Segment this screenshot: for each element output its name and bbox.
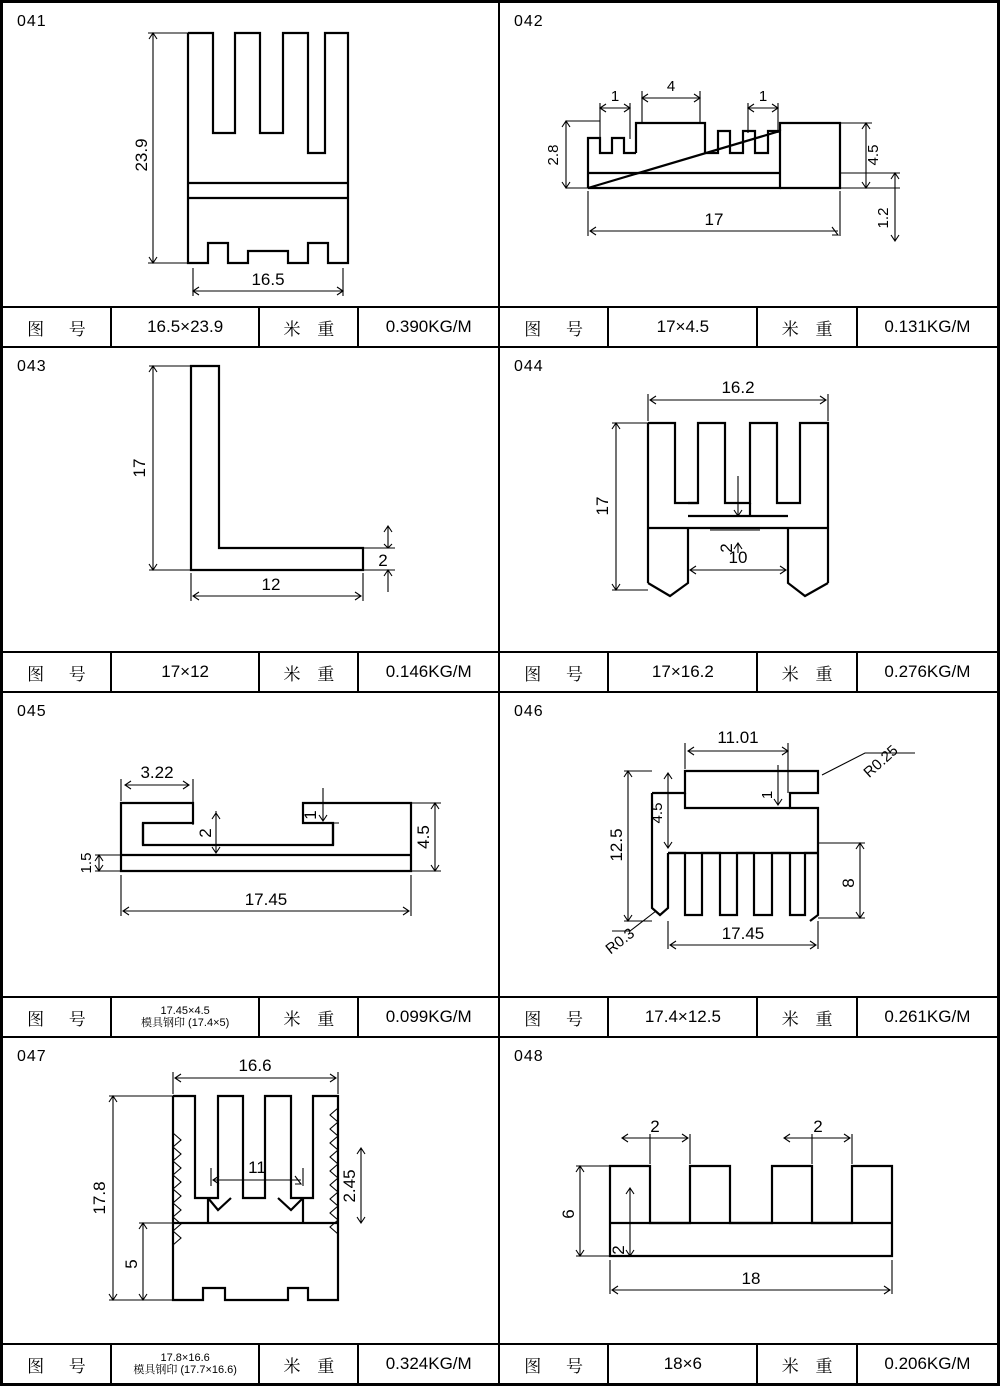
dim-label: 2 xyxy=(813,1117,823,1136)
dim-label: 1 xyxy=(759,790,776,800)
dim-label: 2.8 xyxy=(545,144,562,166)
code-header: 图 号 xyxy=(500,998,609,1036)
dim-label: 17.45 xyxy=(721,924,765,943)
dim-label: 16.2 xyxy=(721,378,755,397)
dim-label: 16.5 xyxy=(251,270,285,289)
size-line-2: 模具钢印 (17.7×16.6) xyxy=(133,1364,237,1376)
dim-label: 4.5 xyxy=(649,802,666,824)
dim-label: 17 xyxy=(130,458,149,478)
profile-cell-045 xyxy=(3,693,500,1038)
dim-label: 1 xyxy=(758,88,768,105)
code-header: 图 号 xyxy=(500,308,609,346)
code-header: 图 号 xyxy=(3,1345,112,1383)
dim-label: 10 xyxy=(728,548,748,567)
dim-label: 1.2 xyxy=(875,207,892,229)
size-value: 16.5×23.9 xyxy=(112,308,261,346)
code-header: 图 号 xyxy=(500,653,609,691)
spec-table-046 xyxy=(500,996,997,1036)
weight-header: 米 重 xyxy=(758,1345,857,1383)
drawing-041 xyxy=(3,3,498,306)
weight-header: 米 重 xyxy=(758,308,857,346)
size-value: 17×16.2 xyxy=(609,653,758,691)
dim-label: 2 xyxy=(650,1117,660,1136)
dim-label: 2 xyxy=(609,1245,628,1255)
drawing-042 xyxy=(500,3,997,306)
dim-label: 6 xyxy=(559,1209,578,1219)
drawing-044 xyxy=(500,348,997,651)
drawing-045 xyxy=(3,693,498,996)
weight-header: 米 重 xyxy=(260,653,359,691)
weight-header: 米 重 xyxy=(260,308,359,346)
dim-label: 17.8 xyxy=(90,1181,109,1215)
dim-label: R0.3 xyxy=(602,925,638,958)
drawing-046 xyxy=(500,693,997,996)
size-line-2: 模具钢印 (17.4×5) xyxy=(140,1017,230,1029)
drawing-047 xyxy=(3,1038,498,1343)
profile-code: 044 xyxy=(514,358,544,375)
dim-label: 8 xyxy=(839,878,858,888)
dim-label: 2 xyxy=(196,828,215,838)
dim-label: 17 xyxy=(593,496,612,516)
spec-table-044 xyxy=(500,651,997,691)
profile-code: 047 xyxy=(17,1048,47,1065)
dim-label: 1.5 xyxy=(78,852,95,874)
profile-cell-042 xyxy=(500,3,997,348)
weight-value: 0.131KG/M xyxy=(884,317,971,336)
spec-table-048 xyxy=(500,1343,997,1383)
size-line-1: 17.45×4.5 xyxy=(160,1004,210,1017)
dim-label: R0.25 xyxy=(860,741,902,782)
dim-label: 11 xyxy=(248,1158,266,1177)
weight-value: 0.206KG/M xyxy=(884,1354,971,1373)
dim-label: 16.6 xyxy=(238,1056,272,1075)
code-header: 图 号 xyxy=(500,1345,609,1383)
profile-grid xyxy=(3,3,997,1383)
weight-header: 米 重 xyxy=(260,998,359,1036)
size-value xyxy=(112,1345,261,1383)
dim-label: 12 xyxy=(261,575,281,594)
dim-label: 2.45 xyxy=(340,1169,359,1203)
weight-value: 0.276KG/M xyxy=(884,662,971,681)
spec-table-047 xyxy=(3,1343,498,1383)
dim-label: 12.5 xyxy=(607,828,626,862)
code-header: 图 号 xyxy=(3,998,112,1036)
drawing-043 xyxy=(3,348,498,651)
dim-label: 17.45 xyxy=(244,890,288,909)
size-value: 17×12 xyxy=(112,653,261,691)
dim-label: 2 xyxy=(378,551,388,570)
profile-code: 041 xyxy=(17,13,47,30)
weight-header: 米 重 xyxy=(758,998,857,1036)
spec-table-045 xyxy=(3,996,498,1036)
profile-cell-046 xyxy=(500,693,997,1038)
profile-code: 042 xyxy=(514,13,544,30)
dim-label: 5 xyxy=(122,1259,141,1269)
weight-header: 米 重 xyxy=(758,653,857,691)
dim-label: 3.22 xyxy=(140,763,174,782)
weight-value: 0.099KG/M xyxy=(385,1007,472,1026)
dim-label: 4.5 xyxy=(414,825,433,849)
size-value xyxy=(112,998,261,1036)
code-header: 图 号 xyxy=(3,308,112,346)
size-line-1: 17.8×16.6 xyxy=(160,1351,210,1364)
weight-value: 0.390KG/M xyxy=(385,317,472,336)
spec-table-041 xyxy=(3,306,498,346)
dim-label: 18 xyxy=(741,1269,761,1288)
spec-table-042 xyxy=(500,306,997,346)
drawing-048 xyxy=(500,1038,997,1343)
profile-code: 048 xyxy=(514,1048,544,1065)
dim-label: 2 xyxy=(717,543,736,553)
dim-label: 4 xyxy=(666,78,676,95)
profile-code: 045 xyxy=(17,703,47,720)
dim-label: 17 xyxy=(704,210,724,229)
profile-code: 046 xyxy=(514,703,544,720)
dim-label: 23.9 xyxy=(132,138,151,172)
weight-value: 0.261KG/M xyxy=(884,1007,971,1026)
profile-cell-047 xyxy=(3,1038,500,1383)
profile-cell-048 xyxy=(500,1038,997,1383)
dim-label: 4.5 xyxy=(865,144,882,166)
dim-label: 1 xyxy=(610,88,620,105)
profile-code: 043 xyxy=(17,358,47,375)
spec-table-043 xyxy=(3,651,498,691)
weight-value: 0.146KG/M xyxy=(385,662,472,681)
weight-header: 米 重 xyxy=(260,1345,359,1383)
size-value: 17×4.5 xyxy=(609,308,758,346)
profile-cell-044 xyxy=(500,348,997,693)
weight-value: 0.324KG/M xyxy=(385,1354,472,1373)
size-value: 17.4×12.5 xyxy=(609,998,758,1036)
profile-cell-043 xyxy=(3,348,500,693)
code-header: 图 号 xyxy=(3,653,112,691)
dim-label: 11.01 xyxy=(717,728,759,747)
size-value: 18×6 xyxy=(609,1345,758,1383)
profile-cell-041 xyxy=(3,3,500,348)
dim-label: 1 xyxy=(301,810,320,820)
